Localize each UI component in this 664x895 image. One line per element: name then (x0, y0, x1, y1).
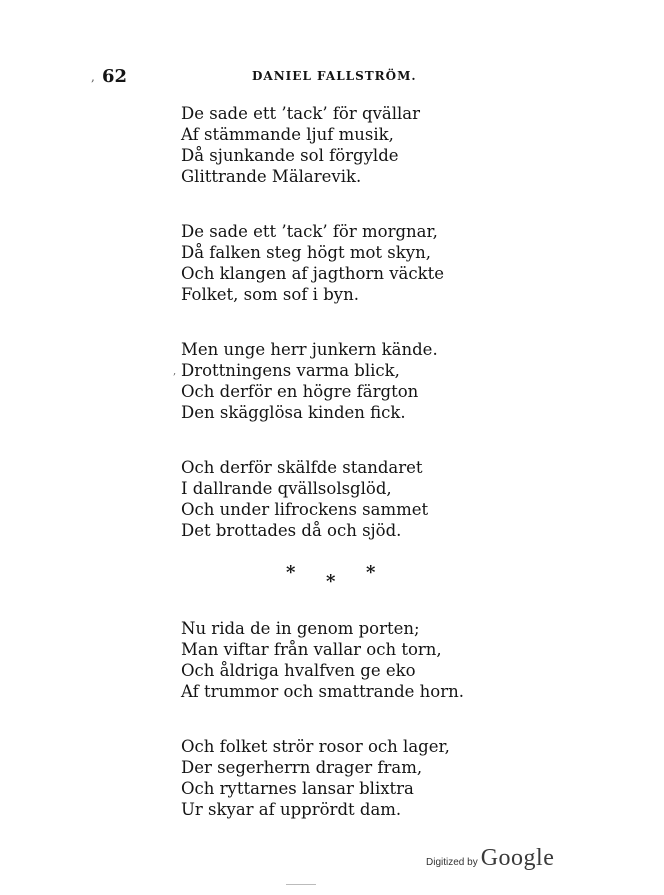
verse-line: Och under lifrockens sammet (181, 500, 429, 519)
verse-line: Då sjunkande sol förgylde (181, 146, 399, 165)
verse-line: Och derför skälfde standaret (181, 458, 423, 477)
verse-line: Och ryttarnes lansar blixtra (181, 779, 414, 798)
verse-line: Af stämmande ljuf musik, (181, 125, 394, 144)
verse-line: Man viftar från vallar och torn, (181, 640, 442, 659)
verse-line: Då falken steg högt mot skyn, (181, 243, 431, 262)
verse-line: Och derför en högre färgton (181, 382, 419, 401)
verse-line: Och åldriga hvalfven ge eko (181, 661, 416, 680)
scan-artifact-line (286, 884, 316, 885)
verse-line: Drottningens varma blick, (181, 361, 400, 380)
stanza-2 (181, 221, 444, 305)
google-logo: Google (480, 845, 555, 871)
stanza-3 (181, 339, 438, 423)
verse-line: Nu rida de in genom porten; (181, 619, 420, 638)
verse-line: Glittrande Mälarevik. (181, 167, 362, 186)
asterism-star: * (286, 562, 296, 583)
verse-line: I dallrande qvällsolsglöd, (181, 479, 392, 498)
verse-line: De sade ett ’tack’ för qvällar (181, 104, 421, 123)
verse-line: Och klangen af jagthorn väckte (181, 264, 445, 283)
margin-tick: , (91, 70, 95, 84)
stanza-5 (181, 618, 464, 702)
digitized-by-text: Digitized by (426, 857, 478, 868)
verse-line: Af trummor och smattrande horn. (181, 682, 464, 701)
running-head: DANIEL FALLSTRÖM. (252, 69, 417, 83)
page-number: 62 (102, 66, 128, 87)
verse-line: Men unge herr junkern kände. (181, 340, 438, 359)
asterism-star: * (326, 571, 336, 592)
verse-line: Der segerherrn drager fram, (181, 758, 423, 777)
verse-line: Det brottades då och sjöd. (181, 521, 402, 540)
stray-mark: , (173, 366, 177, 377)
verse-line: Ur skyar af upprördt dam. (181, 800, 402, 819)
asterism-star: * (366, 562, 376, 583)
stanza-6 (181, 736, 450, 820)
verse-line: Folket, som sof i byn. (181, 285, 359, 304)
stanza-1 (181, 103, 420, 187)
verse-line: Och folket strör rosor och lager, (181, 737, 450, 756)
stanza-4 (181, 457, 428, 541)
digitized-by-google-watermark (426, 845, 554, 872)
verse-line: De sade ett ’tack’ för morgnar, (181, 222, 438, 241)
verse-line: Den skägglösa kinden fick. (181, 403, 406, 422)
